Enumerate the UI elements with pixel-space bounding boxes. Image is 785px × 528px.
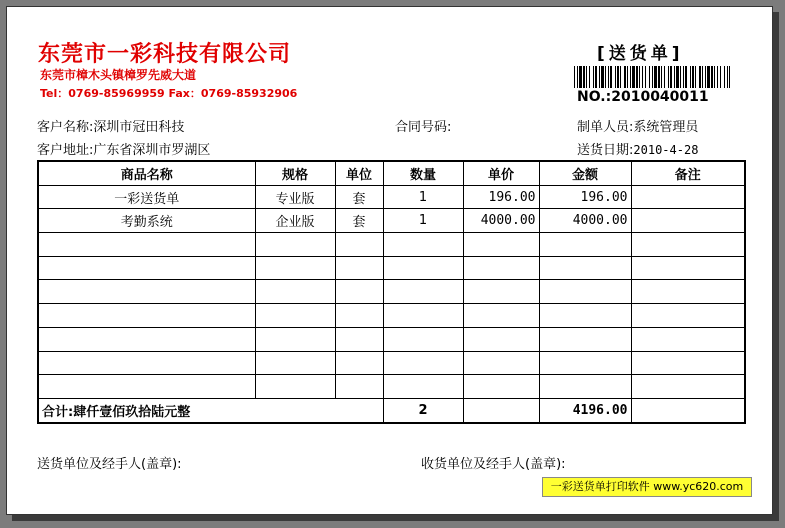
cell-unit — [335, 375, 383, 399]
cell-unit-price — [463, 233, 539, 257]
header-product-name: 商品名称 — [38, 161, 255, 185]
cell-quantity — [383, 304, 463, 328]
cell-unit — [335, 280, 383, 304]
cell-amount: 196.00 — [539, 185, 631, 209]
cell-remark — [631, 209, 745, 233]
maker-row — [577, 116, 698, 135]
contract-number-label: 合同号码: — [395, 120, 452, 135]
customer-address-label: 客户地址: — [37, 143, 94, 158]
total-label: 合计:肆仟壹佰玖拾陆元整 — [38, 398, 383, 422]
header-amount: 金额 — [539, 161, 631, 185]
cell-product-name: 一彩送货单 — [38, 185, 255, 209]
table-row — [38, 256, 745, 280]
table-row — [38, 185, 745, 209]
total-unit-price-empty — [463, 398, 539, 422]
delivery-date-row — [577, 139, 698, 158]
cell-product-name — [38, 256, 255, 280]
cell-unit-price — [463, 256, 539, 280]
delivery-date-label: 送货日期: — [577, 143, 634, 158]
cell-unit: 套 — [335, 209, 383, 233]
cell-amount — [539, 304, 631, 328]
cell-product-name — [38, 351, 255, 375]
cell-quantity: 1 — [383, 185, 463, 209]
cell-remark — [631, 280, 745, 304]
total-amount: 4196.00 — [539, 398, 631, 422]
cell-unit-price — [463, 351, 539, 375]
header-quantity: 数量 — [383, 161, 463, 185]
cell-unit — [335, 351, 383, 375]
cell-amount — [539, 233, 631, 257]
cell-product-name — [38, 375, 255, 399]
cell-spec — [255, 351, 335, 375]
cell-quantity — [383, 327, 463, 351]
cell-product-name — [38, 233, 255, 257]
delivery-date-value: 2010-4-28 — [633, 143, 699, 157]
cell-remark — [631, 256, 745, 280]
table-row — [38, 304, 745, 328]
company-address: 东莞市樟木头镇樟罗先威大道 — [40, 68, 197, 82]
barcode-icon — [574, 66, 730, 88]
table-row — [38, 280, 745, 304]
document-title: [送货单] — [597, 44, 684, 64]
header-unit-price: 单价 — [463, 161, 539, 185]
cell-spec — [255, 304, 335, 328]
cell-amount — [539, 375, 631, 399]
cell-spec — [255, 233, 335, 257]
cell-quantity — [383, 233, 463, 257]
header-unit: 单位 — [335, 161, 383, 185]
goods-table — [37, 160, 746, 424]
cell-unit-price — [463, 280, 539, 304]
delivery-note-paper — [6, 6, 773, 515]
cell-quantity — [383, 256, 463, 280]
cell-unit-price — [463, 327, 539, 351]
customer-name-value: 深圳市冠田科技 — [93, 120, 185, 135]
document-number: NO.:2010040011 — [577, 89, 709, 105]
company-phone: Tel：0769-85969959 Fax：0769-85932906 — [40, 87, 298, 100]
cell-unit — [335, 304, 383, 328]
customer-address-value: 广东省深圳市罗湖区 — [93, 143, 211, 158]
customer-address-row — [37, 139, 210, 158]
software-badge[interactable]: 一彩送货单打印软件 www.yc620.com — [542, 477, 752, 497]
cell-product-name — [38, 280, 255, 304]
cell-unit — [335, 256, 383, 280]
company-name: 东莞市一彩科技有限公司 — [38, 41, 292, 67]
cell-remark — [631, 233, 745, 257]
maker-label: 制单人员: — [577, 120, 634, 135]
cell-unit-price: 196.00 — [463, 185, 539, 209]
cell-remark — [631, 304, 745, 328]
table-row — [38, 351, 745, 375]
cell-remark — [631, 351, 745, 375]
receiver-signature-label: 收货单位及经手人(盖章): — [421, 457, 566, 472]
total-remark-empty — [631, 398, 745, 422]
cell-amount — [539, 280, 631, 304]
cell-unit — [335, 327, 383, 351]
cell-quantity — [383, 280, 463, 304]
table-header-row — [38, 161, 745, 185]
cell-unit: 套 — [335, 185, 383, 209]
maker-value: 系统管理员 — [633, 120, 699, 135]
table-row — [38, 233, 745, 257]
cell-spec: 专业版 — [255, 185, 335, 209]
cell-spec: 企业版 — [255, 209, 335, 233]
cell-remark — [631, 185, 745, 209]
cell-spec — [255, 256, 335, 280]
header-remark: 备注 — [631, 161, 745, 185]
table-row — [38, 375, 745, 399]
table-row — [38, 327, 745, 351]
cell-amount — [539, 256, 631, 280]
cell-spec — [255, 280, 335, 304]
cell-quantity: 1 — [383, 209, 463, 233]
cell-unit-price: 4000.00 — [463, 209, 539, 233]
total-quantity: 2 — [383, 398, 463, 422]
cell-quantity — [383, 351, 463, 375]
cell-product-name — [38, 327, 255, 351]
total-row — [38, 398, 745, 422]
cell-product-name: 考勤系统 — [38, 209, 255, 233]
cell-remark — [631, 375, 745, 399]
table-row — [38, 209, 745, 233]
cell-unit — [335, 233, 383, 257]
cell-unit-price — [463, 304, 539, 328]
cell-amount: 4000.00 — [539, 209, 631, 233]
cell-unit-price — [463, 375, 539, 399]
cell-spec — [255, 327, 335, 351]
cell-remark — [631, 327, 745, 351]
cell-product-name — [38, 304, 255, 328]
cell-quantity — [383, 375, 463, 399]
header-spec: 规格 — [255, 161, 335, 185]
customer-name-label: 客户名称: — [37, 120, 94, 135]
cell-amount — [539, 351, 631, 375]
cell-spec — [255, 375, 335, 399]
cell-amount — [539, 327, 631, 351]
sender-signature-label: 送货单位及经手人(盖章): — [37, 457, 182, 472]
customer-name-row — [37, 116, 184, 135]
